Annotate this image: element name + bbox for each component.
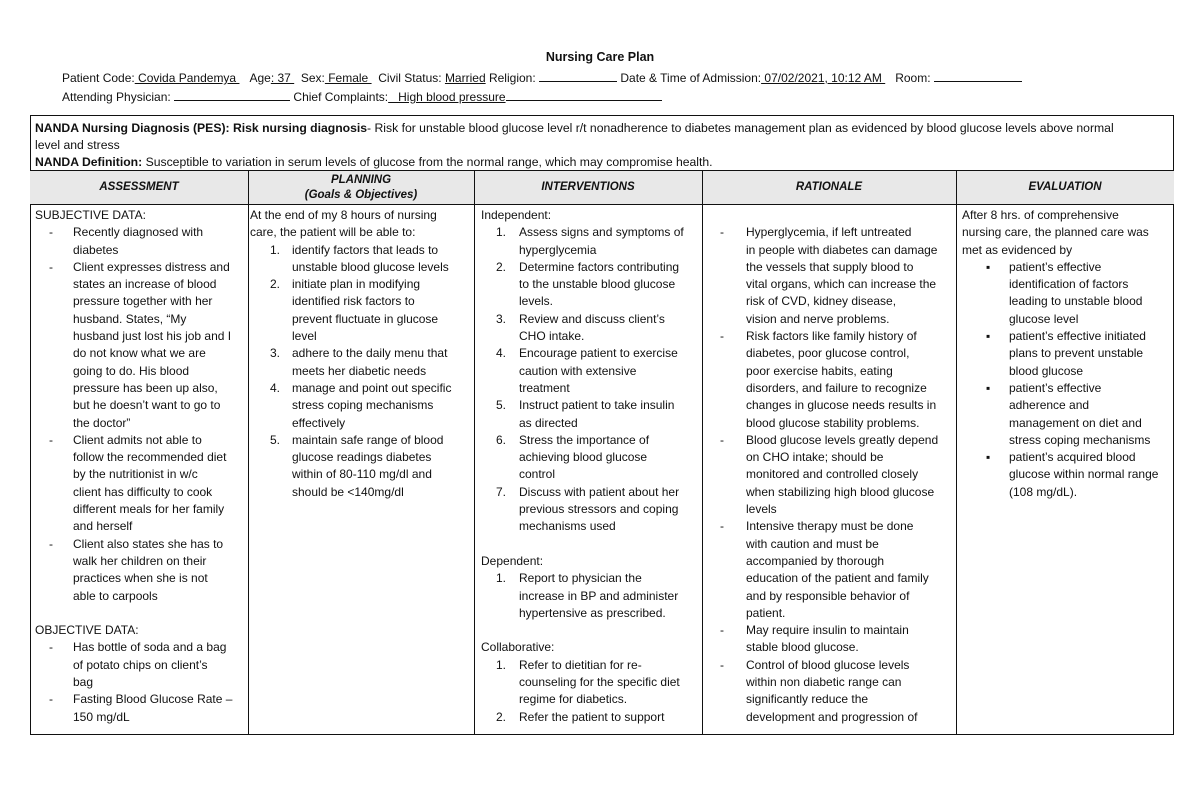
planning-goal: identified risk factors to — [292, 294, 415, 309]
rationale-item: disorders, and failure to recognize — [746, 380, 927, 395]
intervention-item: control — [519, 467, 556, 482]
list-marker: - — [720, 225, 724, 240]
intervention-item: levels. — [519, 294, 554, 309]
rationale-item: Hyperglycemia, if left untreated - — [707, 224, 953, 241]
evaluation-intro: After 8 hrs. of comprehensive — [962, 208, 1119, 222]
list-marker: 2. — [496, 709, 507, 724]
planning-goal: unstable blood glucose levels — [292, 259, 449, 274]
list-marker: - — [49, 692, 53, 707]
subjective-item: by the nutritionist in w/c — [73, 467, 198, 482]
list-marker: - — [49, 536, 53, 551]
nanda-definition-text: Susceptible to variation in serum levels of glucose from the normal range, which may compromise health. — [142, 155, 713, 169]
intervention-item: treatment — [519, 380, 570, 395]
rationale-item: education of the patient and family — [746, 571, 929, 586]
evaluation-item: glucose within normal range — [1009, 467, 1159, 482]
nanda-section — [35, 120, 1165, 171]
planning-goal: glucose readings diabetes — [292, 450, 432, 465]
rationale-item: vision and nerve problems. — [746, 311, 890, 326]
intervention-item: Encourage patient to exercise 4. — [481, 345, 699, 362]
rationale-item: patient. — [746, 605, 786, 620]
collaborative-label: Collaborative: — [481, 640, 555, 655]
evaluation-item: glucose level — [1009, 311, 1079, 326]
header-evaluation — [956, 171, 1174, 204]
sex-value: Female — [324, 71, 372, 85]
rationale-item: development and progression of — [746, 709, 918, 724]
rationale-item: Risk factors like family history of - — [707, 328, 953, 345]
list-marker: - — [49, 432, 53, 447]
rationale-item: risk of CVD, kidney disease, — [746, 294, 897, 309]
list-marker: - — [720, 519, 724, 534]
objective-item: 150 mg/dL — [73, 709, 130, 724]
subjective-item: diabetes — [73, 242, 119, 257]
evaluation-item: adherence and — [1009, 398, 1090, 413]
column-divider — [702, 170, 703, 735]
intervention-item: Refer to dietitian for re- 1. — [481, 657, 699, 674]
objective-item: of potato chips on client’s — [73, 657, 208, 672]
planning-intro: At the end of my 8 hours of nursing — [250, 208, 437, 222]
spacer — [481, 536, 699, 553]
objective-item: bag — [73, 675, 94, 690]
nanda-diagnosis — [35, 120, 1165, 137]
intervention-item: Instruct patient to take insulin 5. — [481, 397, 699, 414]
rationale-item: and by responsible behavior of — [746, 588, 910, 603]
header-assessment — [30, 171, 248, 204]
religion-blank — [539, 70, 617, 82]
planning-goal: identify factors that leads to 1. — [250, 242, 472, 259]
planning-goal: effectively — [292, 415, 346, 430]
physician-label: Attending Physician: — [62, 90, 171, 104]
planning-goal: adhere to the daily menu that 3. — [250, 345, 472, 362]
rationale-column — [707, 207, 953, 733]
intervention-item: Discuss with patient about her 7. — [481, 484, 699, 501]
rationale-item: in people with diabetes can damage — [746, 242, 938, 257]
objective-item: Fasting Blood Glucose Rate – - — [35, 691, 245, 708]
evaluation-column — [962, 207, 1172, 733]
subjective-item: do not know what we are — [73, 346, 206, 361]
subjective-item: pressure has been up also, — [73, 380, 218, 395]
subjective-item: but he doesn’t want to go to — [73, 398, 221, 413]
civil-status-value: Married — [444, 71, 486, 85]
rationale-item: Intensive therapy must be done - — [707, 518, 953, 535]
rationale-item: monitored and controlled closely — [746, 467, 919, 482]
patient-code-label: Patient Code: — [62, 71, 135, 85]
objective-heading: OBJECTIVE DATA: — [35, 623, 139, 638]
list-marker: - — [49, 640, 53, 655]
religion-label: Religion: — [488, 71, 536, 85]
civil-status-label: Civil Status: — [378, 71, 442, 85]
rationale-item: vital organs, which can increase the — [746, 277, 937, 292]
list-marker: 2. — [270, 277, 281, 292]
intervention-item: Report to physician the 1. — [481, 570, 699, 587]
list-marker: 1. — [270, 242, 281, 257]
intervention-item: counseling for the specific diet — [519, 675, 680, 690]
list-marker: - — [49, 225, 53, 240]
subjective-item: and herself — [73, 519, 133, 534]
physician-blank — [174, 89, 290, 101]
evaluation-item: management on diet and — [1009, 415, 1142, 430]
rationale-item: Blood glucose levels greatly depend - — [707, 432, 953, 449]
planning-goal: should be <140mg/dl — [292, 484, 404, 499]
evaluation-item: blood glucose — [1009, 363, 1084, 378]
subjective-item: husband just lost his job and I — [73, 329, 232, 344]
header-planning-sub: (Goals & Objectives) — [304, 188, 418, 201]
subjective-item: pressure together with her — [73, 294, 213, 309]
column-divider — [956, 170, 957, 735]
evaluation-intro: nursing care, the planned care was — [962, 225, 1149, 240]
list-marker: 4. — [496, 346, 507, 361]
intervention-item: Assess signs and symptoms of 1. — [481, 224, 699, 241]
header-interventions-label: INTERVENTIONS — [541, 181, 635, 193]
column-divider — [248, 170, 249, 735]
list-marker: ▪ — [986, 329, 991, 344]
nanda-diagnosis-line1: - Risk for unstable blood glucose level r/t nonadherence to diabetes management plan as evidenced by blood glucose levels above normal — [367, 121, 1114, 135]
list-marker: - — [720, 657, 724, 672]
list-marker: 7. — [496, 484, 507, 499]
age-value: : 37 — [270, 71, 295, 85]
nanda-definition-label: NANDA Definition: — [35, 155, 143, 169]
intervention-item: Refer the patient to support 2. — [481, 709, 699, 726]
complaints-label: Chief Complaints: — [293, 90, 389, 104]
intervention-item: hypertensive as prescribed. — [519, 605, 666, 620]
intervention-item: Review and discuss client’s 3. — [481, 311, 699, 328]
header-rationale — [702, 171, 956, 204]
header-evaluation-label: EVALUATION — [1028, 181, 1102, 193]
header-planning-label: PLANNING — [330, 173, 392, 186]
interventions-column — [481, 207, 699, 733]
subjective-item: states an increase of blood — [73, 277, 217, 292]
list-marker: - — [720, 623, 724, 638]
document-title: Nursing Care Plan — [545, 50, 655, 64]
rationale-item: Control of blood glucose levels - — [707, 657, 953, 674]
rationale-item: significantly reduce the — [746, 692, 869, 707]
planning-goal: stress coping mechanisms — [292, 398, 434, 413]
spacer — [35, 605, 245, 622]
header-rationale-label: RATIONALE — [795, 181, 863, 193]
list-marker: 4. — [270, 380, 281, 395]
subjective-item: Recently diagnosed with - — [35, 224, 245, 241]
intervention-item: as directed — [519, 415, 578, 430]
evaluation-item: stress coping mechanisms — [1009, 432, 1151, 447]
spacer — [481, 622, 699, 639]
intervention-item: increase in BP and administer — [519, 588, 679, 603]
planning-goal: prevent fluctuate in glucose — [292, 311, 439, 326]
list-marker: 3. — [270, 346, 281, 361]
list-marker: ▪ — [986, 450, 991, 465]
intervention-item: hyperglycemia — [519, 242, 597, 257]
admission-label: Date & Time of Admission: — [620, 71, 762, 85]
evaluation-item: patient’s effective initiated ▪ — [962, 328, 1172, 345]
header-interventions — [474, 171, 702, 204]
rationale-item: the vessels that supply blood to — [746, 259, 914, 274]
planning-goal: initiate plan in modifying 2. — [250, 276, 472, 293]
subjective-item: Client admits not able to - — [35, 432, 245, 449]
complaints-blank — [506, 89, 662, 101]
planning-goal: level — [292, 329, 317, 344]
nanda-definition — [35, 154, 1165, 171]
list-marker: 6. — [496, 432, 507, 447]
planning-goal: within of 80-110 mg/dl and — [292, 467, 432, 482]
subjective-item: follow the recommended diet — [73, 450, 227, 465]
nanda-diagnosis-line2: level and stress — [35, 138, 120, 152]
patient-code: Covida Pandemya — [134, 71, 240, 85]
list-marker: - — [720, 329, 724, 344]
list-marker: ▪ — [986, 380, 991, 395]
table-header — [30, 170, 1174, 205]
list-marker: 1. — [496, 571, 507, 586]
list-marker: - — [720, 432, 724, 447]
list-marker: - — [49, 259, 53, 274]
intervention-item: CHO intake. — [519, 329, 585, 344]
list-marker: 2. — [496, 259, 507, 274]
dependent-label: Dependent: — [481, 553, 544, 568]
rationale-item: diabetes, poor glucose control, — [746, 346, 910, 361]
patient-info-line — [62, 70, 1022, 85]
subjective-item: husband. States, “My — [73, 311, 187, 326]
room-label: Room: — [895, 71, 931, 85]
rationale-item: blood glucose stability problems. — [746, 415, 920, 430]
intervention-item: Stress the importance of 6. — [481, 432, 699, 449]
sex-label: Sex: — [300, 71, 325, 85]
intervention-item: to the unstable blood glucose — [519, 277, 676, 292]
column-divider — [474, 170, 475, 735]
planning-goal: manage and point out specific 4. — [250, 380, 472, 397]
evaluation-item: (108 mg/dL). — [1009, 484, 1078, 499]
evaluation-item: plans to prevent unstable — [1009, 346, 1144, 361]
evaluation-item: patient’s acquired blood ▪ — [962, 449, 1172, 466]
intervention-item: achieving blood glucose — [519, 450, 648, 465]
evaluation-item: identification of factors — [1009, 277, 1129, 292]
subjective-heading: SUBJECTIVE DATA: — [35, 208, 146, 222]
nanda-diagnosis-label: NANDA Nursing Diagnosis (PES): Risk nursing diagnosis — [35, 121, 368, 135]
planning-goal: maintain safe range of blood 5. — [250, 432, 472, 449]
physician-line — [62, 89, 662, 104]
subjective-item: the doctor” — [73, 415, 131, 430]
rationale-item: with caution and must be — [746, 536, 879, 551]
rationale-item: stable blood glucose. — [746, 640, 859, 655]
header-assessment-label: ASSESSMENT — [99, 181, 179, 193]
planning-goal: meets her diabetic needs — [292, 363, 427, 378]
rationale-item: May require insulin to maintain - — [707, 622, 953, 639]
complaints-value: High blood pressure — [388, 90, 506, 104]
planning-column — [250, 207, 472, 733]
subjective-item: different meals for her family — [73, 502, 225, 517]
admission-value: 07/02/2021, 10:12 AM — [761, 71, 886, 85]
rationale-item: within non diabetic range can — [746, 675, 902, 690]
rationale-item: levels — [746, 502, 777, 517]
rationale-item: when stabilizing high blood glucose — [746, 484, 935, 499]
list-marker: 1. — [496, 657, 507, 672]
room-blank — [934, 70, 1022, 82]
list-marker: ▪ — [986, 259, 991, 274]
assessment-column — [35, 207, 245, 733]
rationale-item: poor exercise habits, eating — [746, 363, 893, 378]
intervention-item: mechanisms used — [519, 519, 616, 534]
header-planning — [248, 171, 474, 204]
subjective-item: client has difficulty to cook — [73, 484, 213, 499]
evaluation-item: patient’s effective ▪ — [962, 259, 1172, 276]
spacer — [707, 207, 953, 224]
list-marker: 5. — [270, 432, 281, 447]
planning-intro: care, the patient will be able to: — [250, 225, 416, 240]
rationale-item: on CHO intake; should be — [746, 450, 884, 465]
evaluation-item: patient’s effective ▪ — [962, 380, 1172, 397]
rationale-item: changes in glucose needs results in — [746, 398, 937, 413]
intervention-item: caution with extensive — [519, 363, 637, 378]
age-label: Age — [249, 71, 271, 85]
evaluation-item: leading to unstable blood — [1009, 294, 1143, 309]
rationale-item: accompanied by thorough — [746, 553, 885, 568]
list-marker: 3. — [496, 311, 507, 326]
subjective-item: Client expresses distress and - — [35, 259, 245, 276]
evaluation-intro: met as evidenced by — [962, 242, 1073, 257]
intervention-item: previous stressors and coping — [519, 502, 679, 517]
intervention-item: regime for diabetics. — [519, 692, 628, 707]
list-marker: 1. — [496, 225, 507, 240]
subjective-item: walk her children on their — [73, 553, 207, 568]
independent-label: Independent: — [481, 208, 552, 222]
subjective-item: going to do. His blood — [73, 363, 190, 378]
subjective-item: Client also states she has to - — [35, 536, 245, 553]
objective-item: Has bottle of soda and a bag - — [35, 639, 245, 656]
subjective-item: able to carpools — [73, 588, 158, 603]
list-marker: 5. — [496, 398, 507, 413]
subjective-item: practices when she is not — [73, 571, 208, 586]
intervention-item: Determine factors contributing 2. — [481, 259, 699, 276]
